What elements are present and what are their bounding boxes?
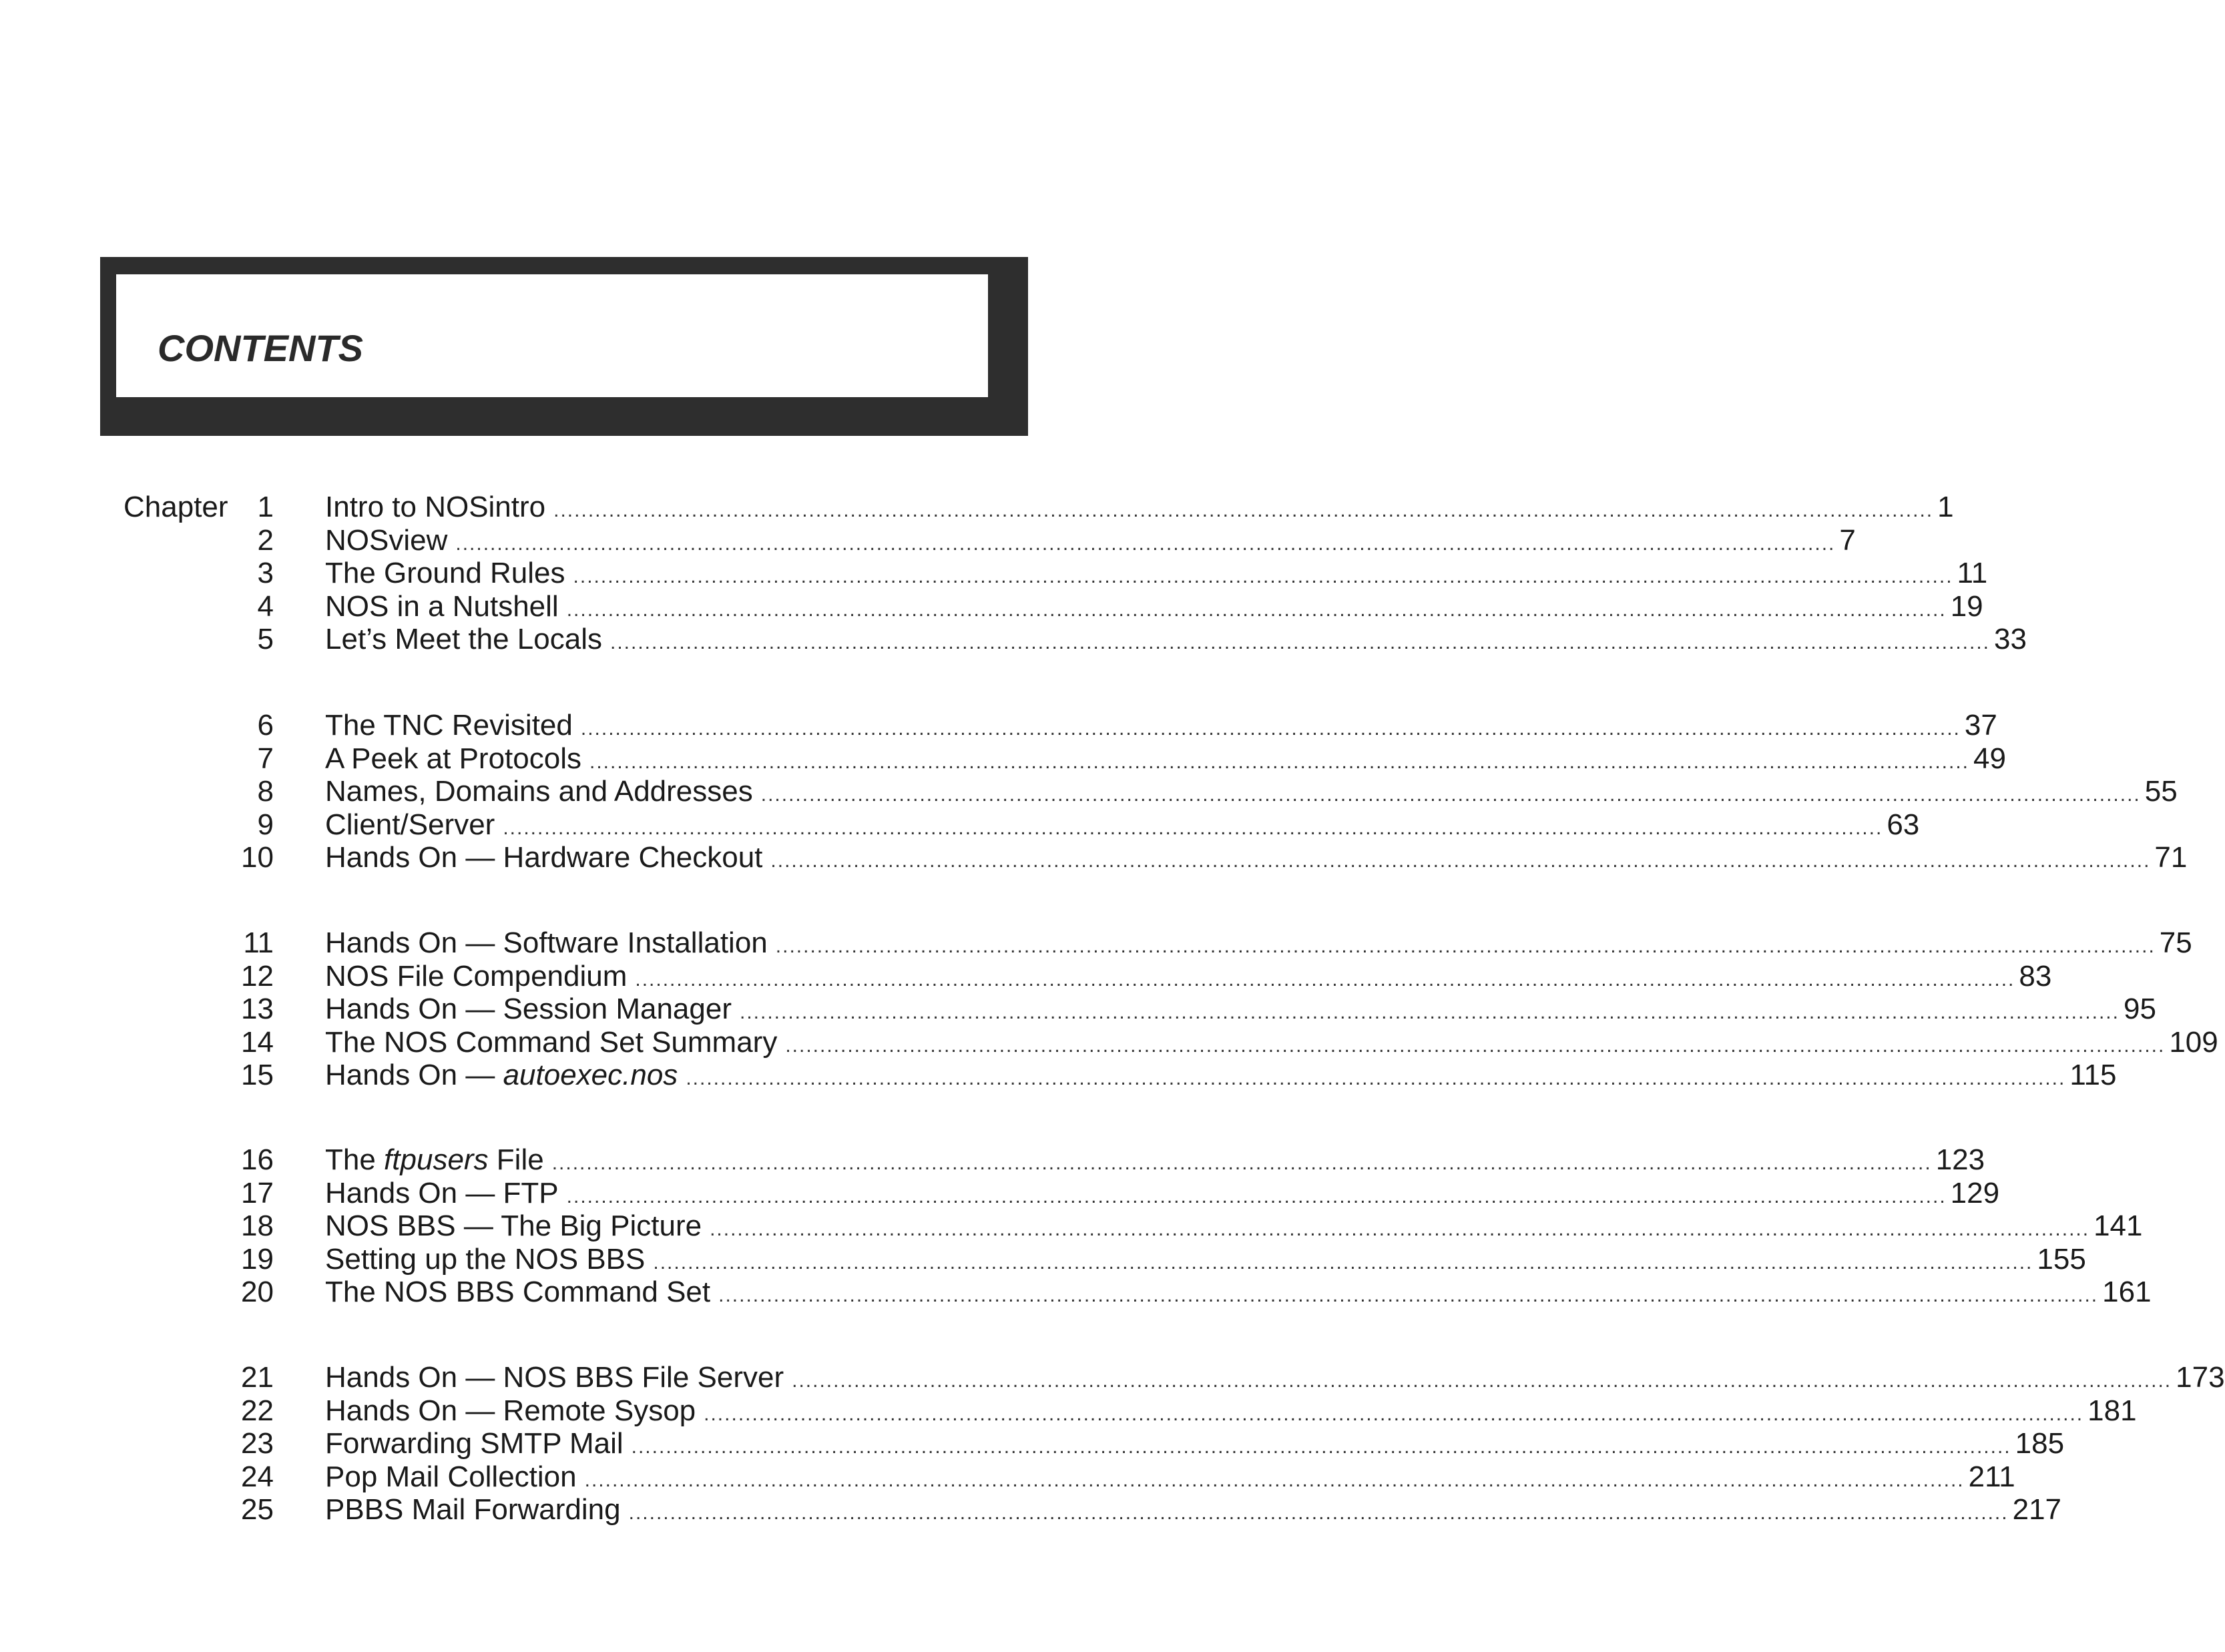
page-number: 155 [2037, 1242, 2086, 1276]
dot-leader: ........................................................................................................................................................................................................ [770, 850, 2151, 872]
chapter-number: 8 [257, 775, 274, 808]
dot-leader: ........................................................................................................................................................................................................ [455, 532, 1836, 555]
toc-entry[interactable] [325, 1427, 2065, 1464]
toc-row [0, 742, 2006, 776]
page-number: 185 [2015, 1427, 2065, 1460]
toc-entry[interactable] [325, 1460, 2015, 1497]
chapter-title: Names, Domains and Addresses [325, 775, 753, 808]
toc-entry[interactable] [325, 1025, 2218, 1063]
chapter-title-part: File [488, 1143, 544, 1176]
dot-leader: ........................................................................................................................................................................................................ [718, 1284, 2099, 1306]
toc-row [0, 1361, 2225, 1394]
chapter-number: 22 [241, 1394, 274, 1427]
page-number: 173 [2176, 1361, 2225, 1394]
toc-row [0, 775, 2178, 808]
chapter-title: The Ground Rules [325, 557, 565, 589]
page-number: 83 [2019, 959, 2052, 993]
dot-leader: ........................................................................................................................................................................................................ [566, 1185, 1947, 1207]
toc-entry[interactable] [325, 709, 1997, 746]
page-title: CONTENTS [158, 327, 363, 369]
chapter-title: Client/Server [325, 808, 495, 841]
page-number: 129 [1950, 1176, 2000, 1209]
toc-row [0, 1059, 2117, 1092]
chapter-number: 24 [241, 1460, 274, 1493]
dot-leader: ........................................................................................................................................................................................................ [785, 1034, 2166, 1057]
chapter-title: Hands On — Hardware Checkout [325, 841, 763, 874]
toc-row [0, 1460, 2015, 1494]
toc-entry[interactable] [325, 841, 2188, 878]
chapter-number: 19 [241, 1242, 274, 1276]
page-number: 33 [1994, 623, 2027, 655]
chapter-title: Pop Mail Collection [325, 1460, 577, 1493]
toc-entry[interactable] [325, 993, 2156, 1029]
dot-leader: ........................................................................................................................................................................................................ [760, 784, 2141, 806]
toc-entry[interactable] [325, 742, 2006, 779]
toc-row [0, 557, 1988, 590]
chapter-number: 20 [241, 1276, 274, 1308]
chapter-number: 2 [257, 523, 274, 557]
toc-row [0, 523, 1856, 557]
dot-leader: ........................................................................................................................................................................................................ [573, 565, 1953, 587]
chapter-number: 10 [241, 841, 274, 874]
toc-entry[interactable] [325, 557, 1988, 593]
chapter-title: PBBS Mail Forwarding [325, 1493, 621, 1526]
chapter-number: 6 [257, 709, 274, 742]
chapter-number: 12 [241, 959, 274, 993]
chapter-title [325, 1143, 544, 1177]
chapter-number: 16 [241, 1143, 274, 1176]
toc-entry[interactable] [325, 1209, 2143, 1246]
page-number: 211 [1968, 1460, 2015, 1493]
page-number: 7 [1839, 523, 1856, 557]
toc-entry[interactable] [325, 775, 2178, 812]
page-number: 49 [1973, 742, 2006, 775]
chapter-title: Setting up the NOS BBS [325, 1242, 646, 1276]
chapter-title: Intro to NOSintro [325, 491, 546, 523]
toc-entry[interactable] [325, 1242, 2086, 1280]
chapter-title-part: Hands On — [325, 1059, 503, 1091]
page-number: 11 [1957, 557, 1988, 589]
page-number: 123 [1935, 1143, 1985, 1176]
chapter-number: 11 [243, 926, 274, 959]
toc-entry[interactable] [325, 808, 1920, 845]
chapter-number: 13 [241, 993, 274, 1025]
toc-entry[interactable] [325, 491, 1954, 527]
toc-entry[interactable] [325, 1276, 2152, 1312]
chapter-title: NOS BBS — The Big Picture [325, 1209, 702, 1242]
toc-row [0, 1276, 2152, 1309]
page-number: 181 [2087, 1394, 2137, 1427]
chapter-number: 25 [241, 1493, 274, 1526]
toc-row [0, 1176, 2000, 1210]
page-number: 75 [2159, 926, 2192, 959]
page-number: 115 [2069, 1059, 2117, 1091]
toc-entry[interactable] [325, 1361, 2225, 1398]
chapter-number: 15 [241, 1059, 274, 1091]
page-number: 217 [2012, 1493, 2062, 1526]
page-number: 63 [1887, 808, 1920, 841]
chapter-number: 9 [257, 808, 274, 841]
dot-leader: ........................................................................................................................................................................................................ [775, 935, 2156, 957]
chapter-number: 17 [241, 1176, 274, 1209]
toc-row [0, 926, 2192, 960]
chapter-title: The NOS Command Set Summary [325, 1025, 778, 1059]
toc-entry[interactable] [325, 959, 2052, 997]
dot-leader: ........................................................................................................................................................................................................ [580, 718, 1961, 740]
chapter-title: The TNC Revisited [325, 709, 573, 742]
chapter-title: The NOS BBS Command Set [325, 1276, 711, 1308]
toc-row [0, 1242, 2086, 1276]
toc-row [0, 1394, 2137, 1428]
toc-row [0, 589, 1983, 623]
chapter-title: NOS in a Nutshell [325, 589, 559, 623]
chapter-title: Hands On — Software Installation [325, 926, 768, 959]
chapter-number: 21 [241, 1361, 274, 1394]
chapter-title-part: The [325, 1143, 385, 1176]
dot-leader: ........................................................................................................................................................................................................ [739, 1001, 2120, 1023]
toc-row [0, 1493, 2062, 1527]
dot-leader: ........................................................................................................................................................................................................ [553, 499, 1934, 521]
toc-row [0, 1209, 2143, 1243]
toc-entry[interactable] [325, 926, 2192, 963]
dot-leader: ........................................................................................................................................................................................................ [610, 631, 1990, 653]
dot-leader: ........................................................................................................................................................................................................ [792, 1370, 2172, 1392]
page-number: 1 [1937, 491, 1954, 523]
page-number: 71 [2154, 841, 2188, 874]
dot-leader: ........................................................................................................................................................................................................ [686, 1067, 2066, 1089]
toc-row [0, 1427, 2065, 1460]
dot-leader: ........................................................................................................................................................................................................ [503, 816, 1883, 839]
toc-row [0, 1025, 2218, 1059]
chapter-title: Hands On — FTP [325, 1176, 559, 1209]
chapter-title: Let’s Meet the Locals [325, 623, 602, 655]
dot-leader: ........................................................................................................................................................................................................ [584, 1468, 1965, 1491]
chapter-number: 5 [257, 623, 274, 655]
chapter-title: NOS File Compendium [325, 959, 628, 993]
page-number: 109 [2169, 1025, 2218, 1059]
toc-entry[interactable] [325, 1493, 2062, 1530]
toc-entry[interactable] [325, 589, 1983, 627]
toc-entry[interactable] [325, 523, 1856, 561]
chapter-title: Forwarding SMTP Mail [325, 1427, 624, 1460]
toc-entry[interactable] [325, 1143, 1985, 1180]
toc-entry[interactable] [325, 1059, 2117, 1095]
toc-row [0, 1143, 1985, 1177]
chapter-number: 23 [241, 1427, 274, 1460]
dot-leader: ........................................................................................................................................................................................................ [710, 1218, 2090, 1240]
chapter-title: Hands On — Remote Sysop [325, 1394, 696, 1427]
chapter-number: 7 [257, 742, 274, 775]
dot-leader: ........................................................................................................................................................................................................ [551, 1152, 1932, 1174]
chapter-number: 4 [257, 589, 274, 623]
toc-row [0, 623, 2027, 656]
chapter-number: 1 [257, 491, 274, 523]
chapter-title-italic: autoexec.nos [503, 1059, 678, 1091]
toc-entry[interactable] [325, 623, 2027, 659]
page-number: 19 [1950, 589, 1983, 623]
chapter-label: Chapter [123, 491, 228, 523]
chapter-title: NOSview [325, 523, 448, 557]
page-number: 37 [1964, 709, 1997, 742]
dot-leader: ........................................................................................................................................................................................................ [631, 1436, 2011, 1458]
toc-entry[interactable] [325, 1176, 2000, 1213]
chapter-title-italic: ftpusers [384, 1143, 489, 1176]
dot-leader: ........................................................................................................................................................................................................ [628, 1502, 2009, 1524]
chapter-number: 18 [241, 1209, 274, 1242]
page-number: 141 [2093, 1209, 2143, 1242]
dot-leader: ........................................................................................................................................................................................................ [589, 750, 1969, 773]
toc-row [0, 808, 1920, 842]
toc-row [0, 993, 2156, 1026]
dot-leader: ........................................................................................................................................................................................................ [704, 1402, 2084, 1425]
chapter-title: A Peek at Protocols [325, 742, 581, 775]
chapter-title: Hands On — Session Manager [325, 993, 732, 1025]
page-number: 161 [2102, 1276, 2152, 1308]
toc-row [0, 841, 2188, 874]
toc-entry[interactable] [325, 1394, 2137, 1431]
chapter-number: 3 [257, 557, 274, 589]
page-number: 55 [2144, 775, 2178, 808]
dot-leader: ........................................................................................................................................................................................................ [653, 1251, 2033, 1274]
chapter-title [325, 1059, 678, 1092]
dot-leader: ........................................................................................................................................................................................................ [566, 598, 1947, 621]
toc-row [0, 959, 2052, 993]
chapter-number: 14 [241, 1025, 274, 1059]
toc-row [0, 491, 1954, 524]
page-number: 95 [2123, 993, 2156, 1025]
dot-leader: ........................................................................................................................................................................................................ [635, 968, 2015, 991]
toc-row [0, 709, 1997, 742]
chapter-title: Hands On — NOS BBS File Server [325, 1361, 784, 1394]
